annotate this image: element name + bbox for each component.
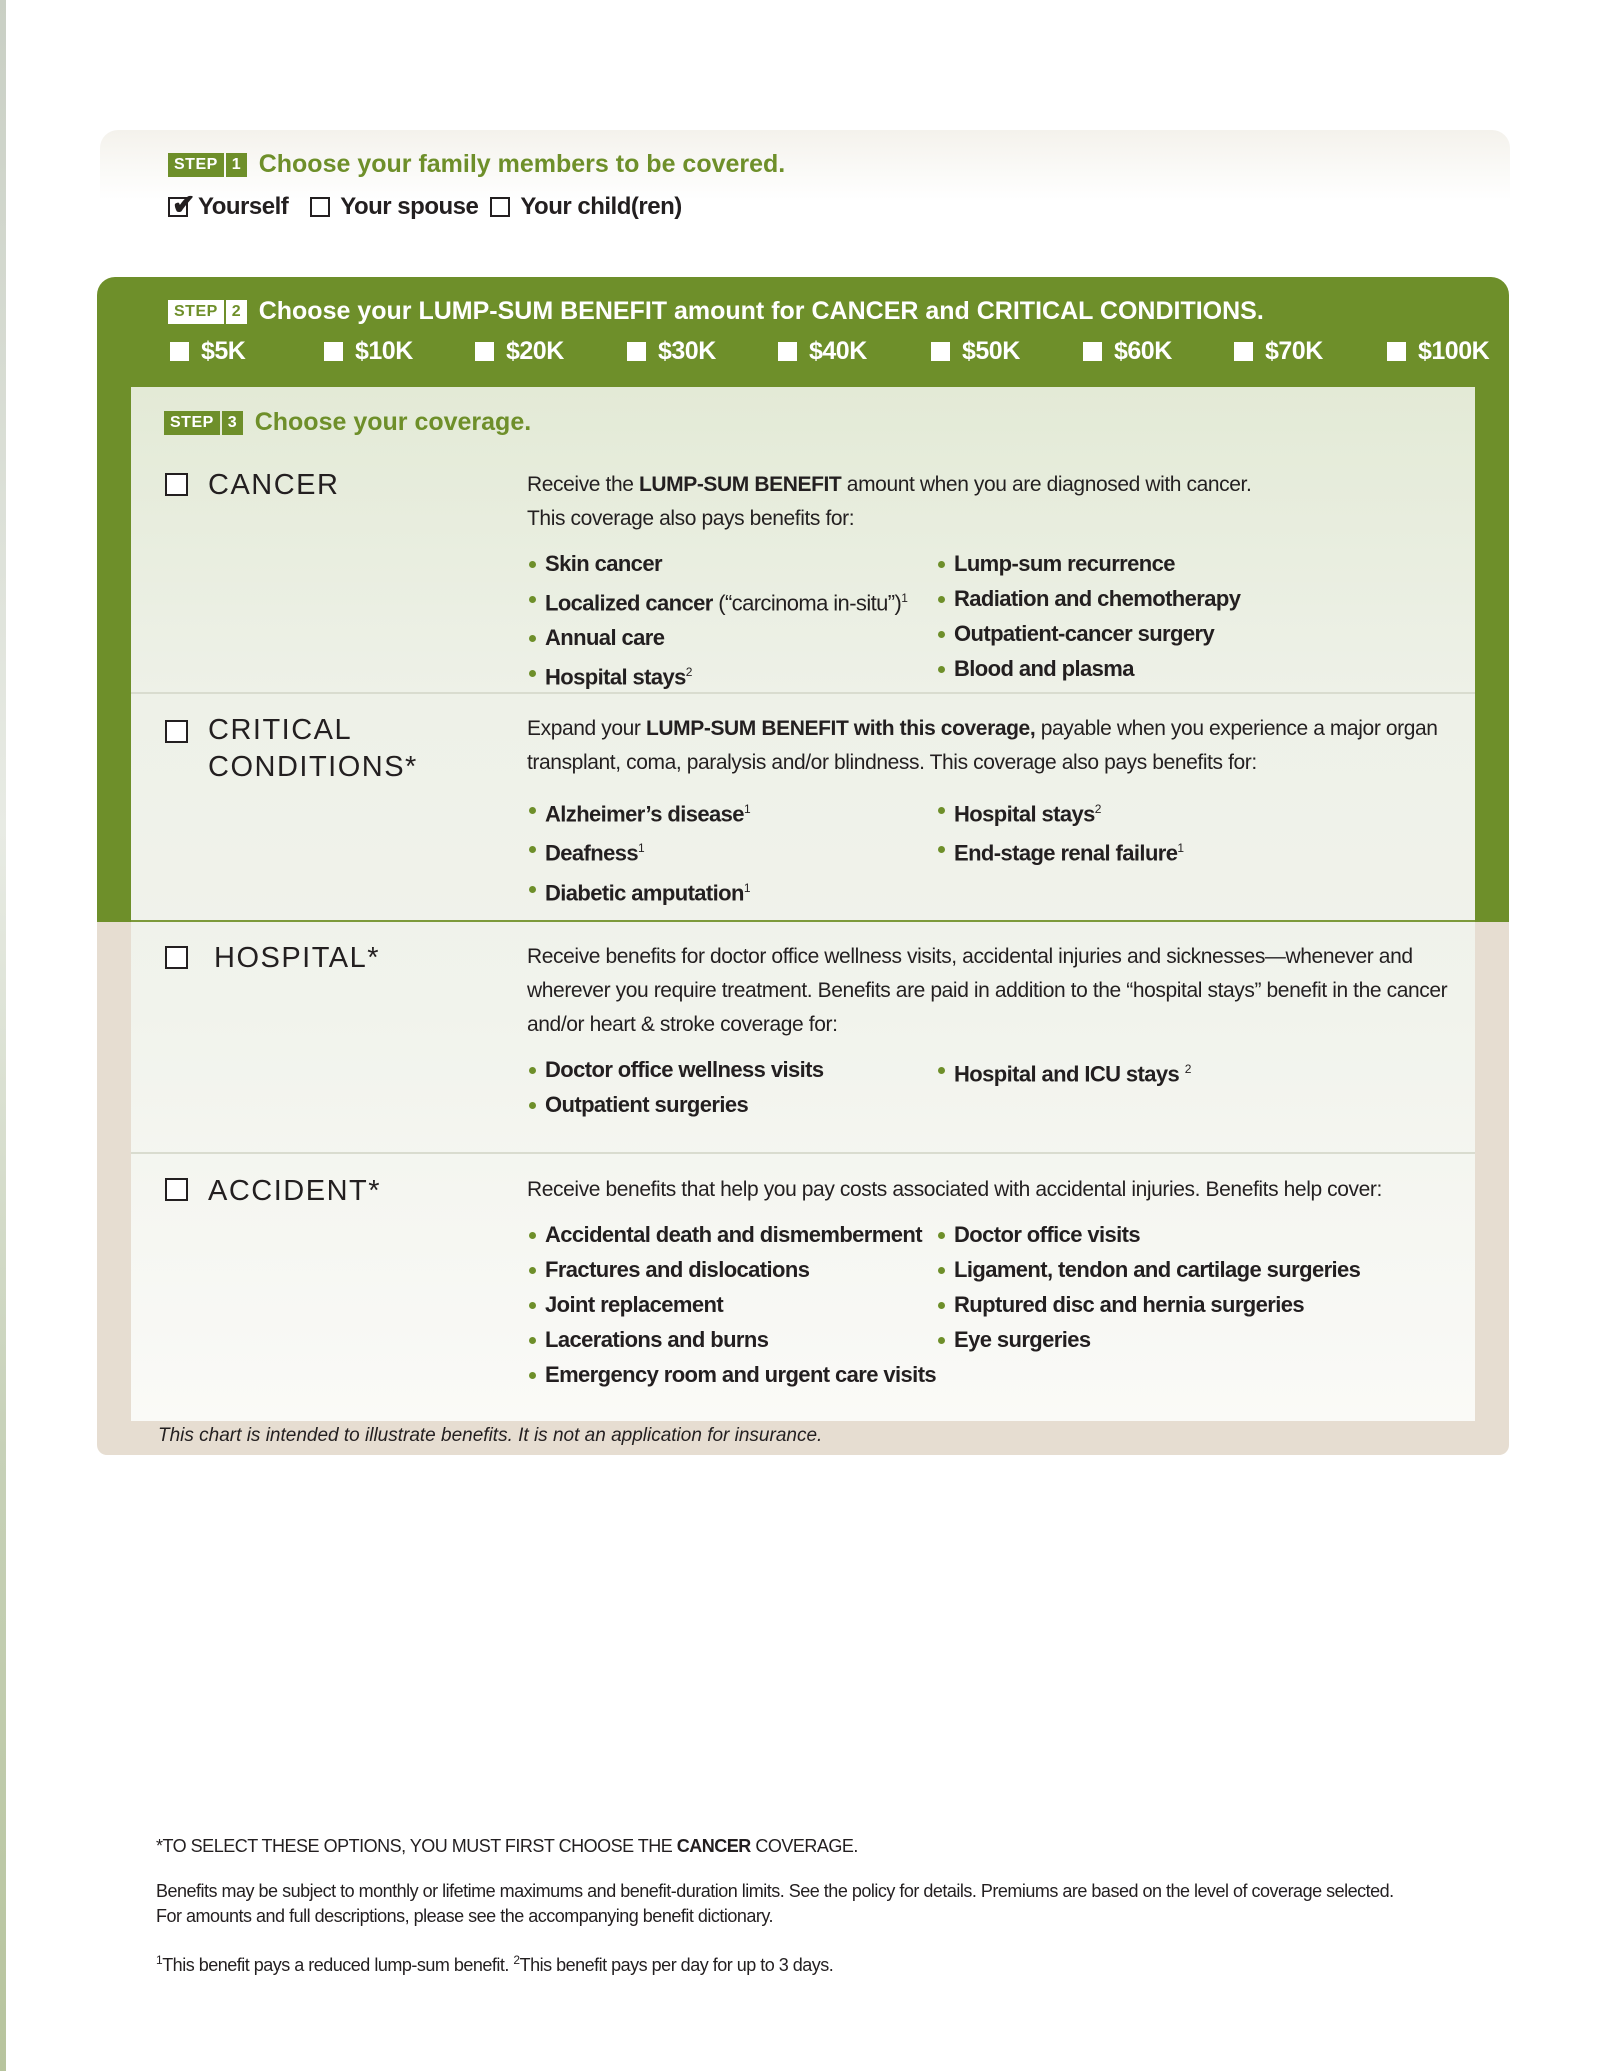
step2-header [168, 297, 1264, 326]
amount-5k[interactable]: $5K [170, 337, 245, 366]
list-item: Emergency room and urgent care visits [527, 1357, 936, 1392]
family-members [168, 189, 700, 221]
footer-note: *TO SELECT THESE OPTIONS, YOU MUST FIRST CHOOSE THE CANCER COVERAGE. [156, 1836, 858, 1856]
list-item: Joint replacement [527, 1287, 936, 1322]
list-item: Fractures and dislocations [527, 1252, 936, 1287]
list-item: Doctor office visits [936, 1217, 1360, 1252]
list-item: Eye surgeries [936, 1322, 1360, 1357]
accident-description: Receive benefits that help you pay costs associated with accidental injuries. Benefits help cover: [527, 1178, 1382, 1201]
checkbox-10k[interactable] [324, 342, 343, 361]
hospital-description: Receive benefits for doctor office wellness visits, accidental injuries and sicknesses—whenever and wherever you require treatment. Benefits are paid in addition to the “hospital stays” benefit in the cancer and/or heart & stroke coverage for: [527, 945, 1448, 1036]
step2-title: Choose your LUMP-SUM BENEFIT amount for CANCER and CRITICAL CONDITIONS. [258, 297, 1264, 325]
list-item: Radiation and chemotherapy [936, 581, 1240, 616]
list-item: End-stage renal failure$^1$ [936, 831, 1183, 870]
cancer-benefits-right [936, 546, 1240, 686]
critical-benefits-right [936, 792, 1183, 871]
step1-header [168, 150, 785, 179]
amount-50k[interactable]: $50K [931, 337, 1020, 366]
member-children[interactable]: Your child(ren) [490, 193, 681, 221]
member-yourself[interactable]: ✔ Yourself [168, 193, 288, 221]
list-item: Blood and plasma [936, 651, 1240, 686]
critical-conditions-label: CRITICAL CONDITIONS* [208, 714, 418, 783]
checkbox-30k[interactable] [627, 342, 646, 361]
accident-benefits-left [527, 1217, 936, 1392]
divider [131, 692, 1475, 694]
checkbox-40k[interactable] [778, 342, 797, 361]
cancer-benefits-left [527, 546, 907, 695]
list-item: Deafness$^1$ [527, 831, 750, 870]
checkbox-5k[interactable] [170, 342, 189, 361]
member-spouse[interactable]: Your spouse [310, 193, 478, 221]
hospital-checkbox[interactable] [165, 946, 188, 969]
step2-badge: STEP 2 [168, 300, 247, 324]
list-item: Skin cancer [527, 546, 907, 581]
amount-60k[interactable]: $60K [1083, 337, 1172, 366]
amount-70k[interactable]: $70K [1234, 337, 1323, 366]
list-item: Diabetic amputation$^1$ [527, 871, 750, 910]
critical-conditions-description: Expand your LUMP-SUM BENEFIT with this coverage, payable when you experience a major organ transplant, coma, paralysis and/or blindness. This coverage also pays benefits for: [527, 717, 1438, 774]
checkbox-100k[interactable] [1387, 342, 1406, 361]
list-item: Outpatient-cancer surgery [936, 616, 1240, 651]
list-item: Ruptured disc and hernia surgeries [936, 1287, 1360, 1322]
amount-20k[interactable]: $20K [475, 337, 564, 366]
amount-100k[interactable]: $100K [1387, 337, 1489, 366]
list-item: Hospital stays$^2$ [527, 655, 907, 694]
step3-badge: STEP 3 [164, 411, 243, 435]
critical-benefits-left [527, 792, 750, 910]
hospital-benefits-left [527, 1052, 823, 1122]
step1-badge: STEP 1 [168, 153, 247, 177]
list-item: Localized cancer (“carcinoma in-situ”)$^1$ [527, 581, 907, 620]
critical-conditions-checkbox[interactable] [165, 720, 188, 743]
list-item: Alzheimer’s disease$^1$ [527, 792, 750, 831]
divider [131, 920, 1475, 922]
list-item: Lump-sum recurrence [936, 546, 1240, 581]
amount-10k[interactable]: $10K [324, 337, 413, 366]
divider [131, 1152, 1475, 1154]
checkbox-yourself[interactable] [168, 189, 195, 220]
list-item: Ligament, tendon and cartilage surgeries [936, 1252, 1360, 1287]
accident-label: ACCIDENT* [208, 1175, 382, 1207]
cancer-label: CANCER [208, 469, 340, 501]
cancer-description: Receive the LUMP-SUM BENEFIT amount when you are diagnosed with cancer. This coverage also pays benefits for: [527, 473, 1252, 530]
disclaimer: This chart is intended to illustrate benefits. It is not an application for insurance. [158, 1425, 823, 1446]
step3-header [164, 408, 531, 437]
checkbox-spouse[interactable] [310, 197, 330, 217]
step3-title: Choose your coverage. [254, 408, 532, 436]
checkbox-children[interactable] [490, 197, 510, 217]
list-item: Lacerations and burns [527, 1322, 936, 1357]
page-edge-decoration [0, 0, 6, 2071]
amount-40k[interactable]: $40K [778, 337, 867, 366]
step1-title: Choose your family members to be covered. [258, 150, 786, 178]
footer-footnotes: $^1$This benefit pays a reduced lump-sum benefit. $^2$This benefit pays per day for up to 3 days. [156, 1953, 834, 1975]
checkbox-70k[interactable] [1234, 342, 1253, 361]
hospital-benefits-right [936, 1052, 1191, 1091]
accident-checkbox[interactable] [165, 1178, 188, 1201]
amount-30k[interactable]: $30K [627, 337, 716, 366]
list-item: Hospital stays$^2$ [936, 792, 1183, 831]
hospital-label: HOSPITAL* [214, 942, 381, 974]
checkbox-50k[interactable] [931, 342, 950, 361]
list-item: Outpatient surgeries [527, 1087, 823, 1122]
benefit-amounts [170, 337, 1490, 371]
footer-limits: Benefits may be subject to monthly or lifetime maximums and benefit-duration limits. See the policy for details. Premiums are based on the level of coverage selected. For amounts and full descriptions, please see the accompanying benefit dictionary. [156, 1881, 1394, 1926]
list-item: Annual care [527, 620, 907, 655]
checkbox-20k[interactable] [475, 342, 494, 361]
list-item: Doctor office wellness visits [527, 1052, 823, 1087]
accident-benefits-right [936, 1217, 1360, 1357]
checkmark-icon: ✔ [172, 189, 195, 220]
list-item: Accidental death and dismemberment [527, 1217, 936, 1252]
cancer-checkbox[interactable] [165, 473, 188, 496]
list-item: Hospital and ICU stays $^2$ [936, 1052, 1191, 1091]
checkbox-60k[interactable] [1083, 342, 1102, 361]
